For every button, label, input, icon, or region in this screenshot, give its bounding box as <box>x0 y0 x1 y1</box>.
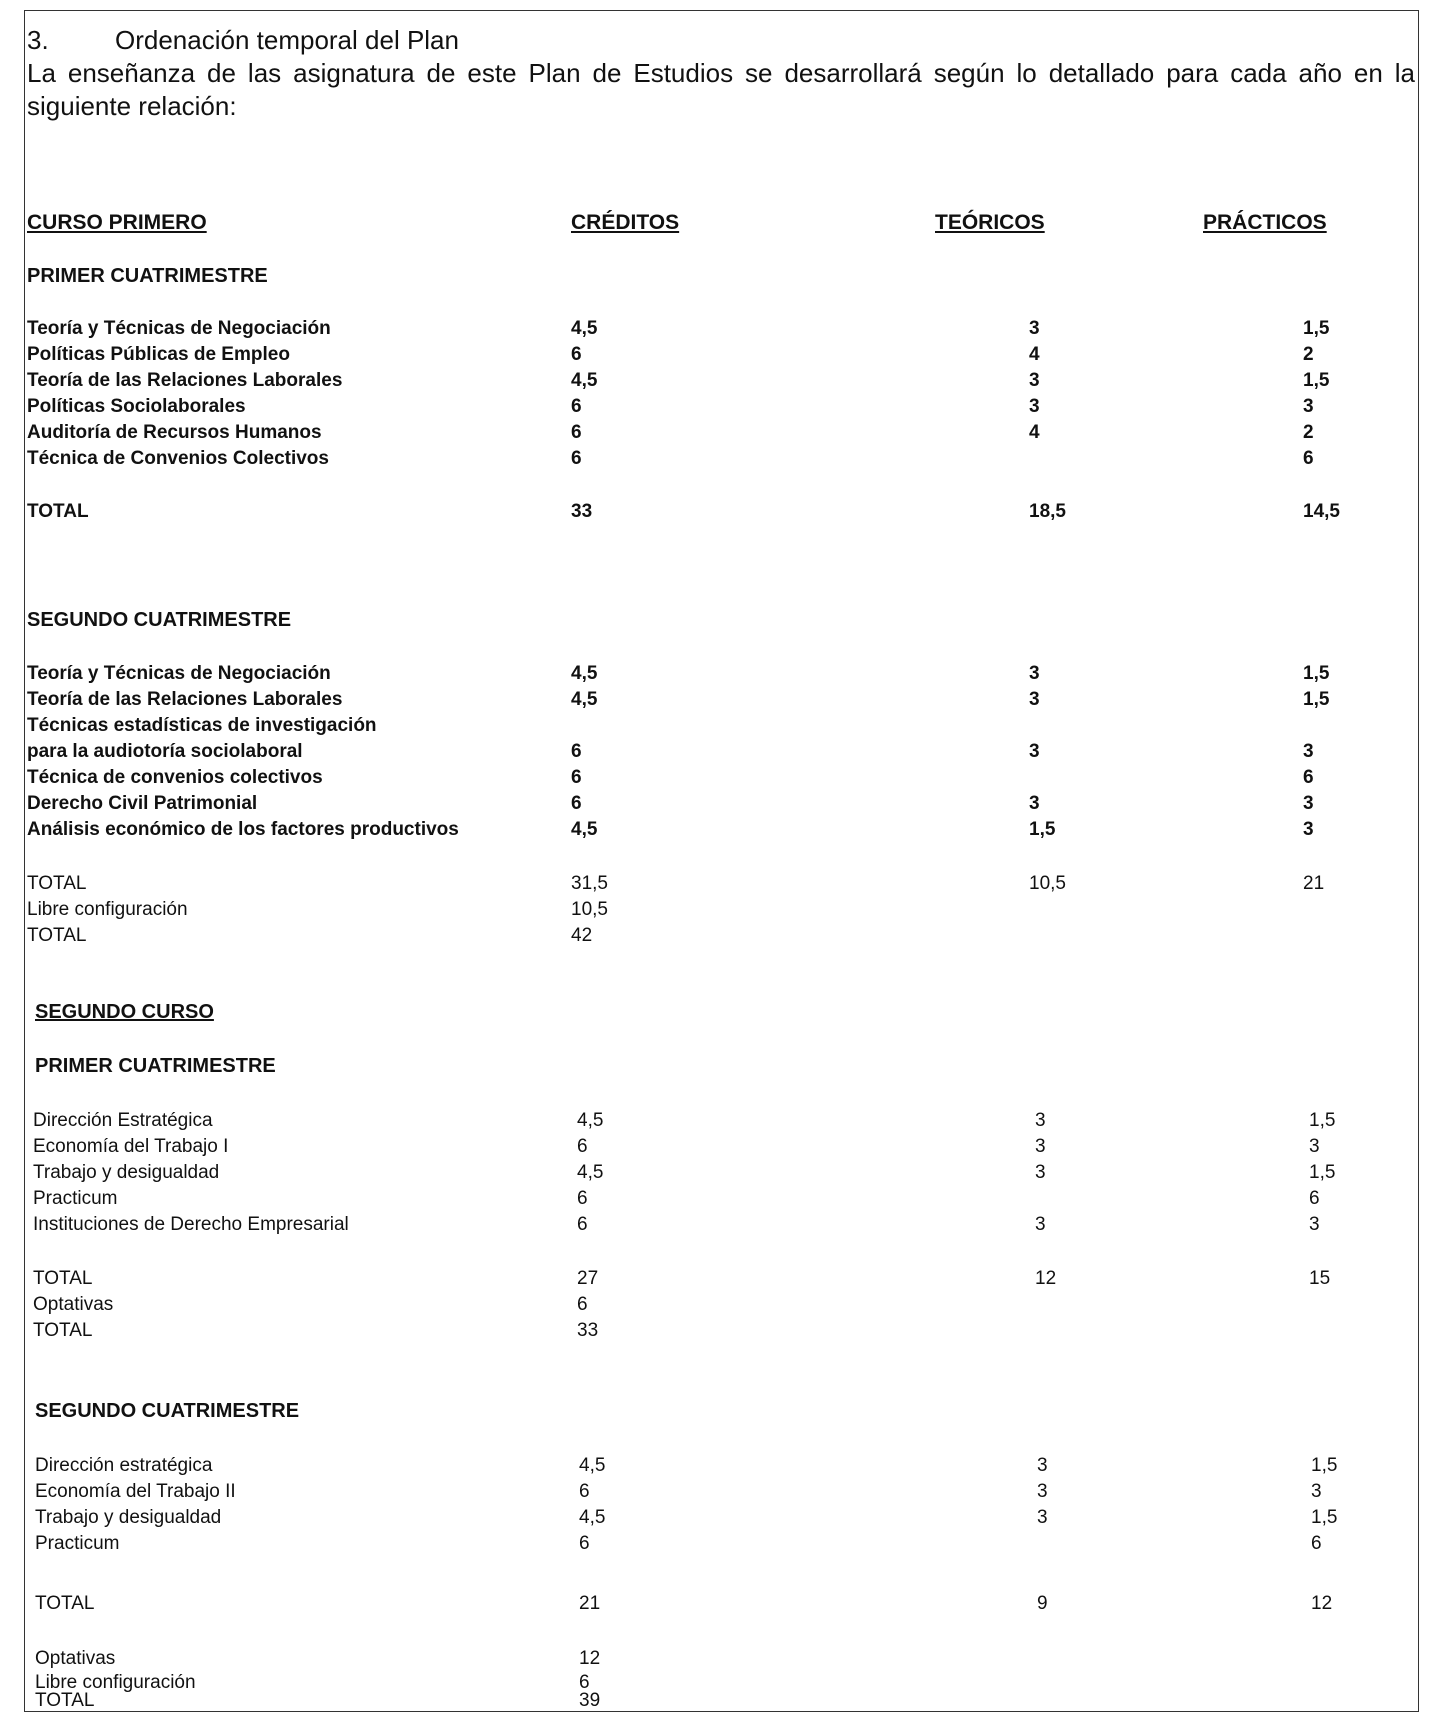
practice-value: 3 <box>1303 741 1314 762</box>
subject-name: Economía del Trabajo I <box>33 1136 229 1157</box>
total-label: Libre configuración <box>27 899 188 920</box>
practice-value: 2 <box>1303 422 1314 443</box>
total-label: Optativas <box>33 1294 114 1315</box>
theory-value: 18,5 <box>1029 501 1066 522</box>
subject-name: Políticas Sociolaborales <box>27 396 246 417</box>
practice-value: 3 <box>1311 1481 1322 1502</box>
practice-value: 12 <box>1311 1593 1333 1614</box>
total-row <box>25 925 1418 951</box>
practice-value: 3 <box>1303 819 1314 840</box>
table-row <box>31 1188 1424 1214</box>
theory-value: 3 <box>1037 1507 1048 1528</box>
credits-value: 4,5 <box>579 1507 606 1528</box>
subject-name: Derecho Civil Patrimonial <box>27 793 258 814</box>
credits-value: 42 <box>571 925 593 946</box>
credits-value: 4,5 <box>579 1455 606 1476</box>
table-row <box>25 793 1418 819</box>
section-heading: SEGUNDO CUATRIMESTRE <box>27 609 292 631</box>
practice-value: 2 <box>1303 344 1314 365</box>
total-label: Libre configuración <box>35 1672 196 1693</box>
credits-value: 6 <box>577 1136 588 1157</box>
practice-value: 1,5 <box>1311 1455 1338 1476</box>
subject-name: Trabajo y desigualdad <box>33 1162 220 1183</box>
table-row <box>33 1507 1426 1533</box>
practice-value: 1,5 <box>1303 370 1330 391</box>
header-creditos: CRÉDITOS <box>571 211 680 234</box>
table-row <box>31 1110 1424 1136</box>
total-row <box>33 1648 1426 1674</box>
theory-value: 3 <box>1037 1455 1048 1476</box>
table-row <box>25 767 1418 793</box>
subject-name: Técnica de Convenios Colectivos <box>27 448 329 469</box>
table-row <box>33 1481 1426 1507</box>
subject-name: Técnicas estadísticas de investigación <box>27 715 377 736</box>
practice-value: 3 <box>1309 1214 1320 1235</box>
table-row <box>31 1162 1424 1188</box>
subject-name: Practicum <box>33 1188 118 1209</box>
header-teoricos: TEÓRICOS <box>935 211 1045 234</box>
section-heading: SEGUNDO CUATRIMESTRE <box>35 1400 300 1422</box>
total-label: Optativas <box>35 1648 116 1669</box>
subject-name: Políticas Públicas de Empleo <box>27 344 290 365</box>
subject-name: Economía del Trabajo II <box>35 1481 236 1502</box>
table-row <box>25 370 1418 396</box>
practice-value: 6 <box>1303 767 1314 788</box>
credits-value: 4,5 <box>571 370 598 391</box>
subject-name: Instituciones de Derecho Empresarial <box>33 1214 349 1235</box>
credits-value: 33 <box>577 1320 599 1341</box>
course-heading: SEGUNDO CURSO <box>35 1001 214 1023</box>
table-row <box>33 1455 1426 1481</box>
practice-value: 6 <box>1309 1188 1320 1209</box>
table-row <box>25 741 1418 767</box>
theory-value: 3 <box>1029 741 1040 762</box>
document-page <box>24 10 1419 1712</box>
practice-value: 15 <box>1309 1268 1331 1289</box>
table-row <box>25 715 1418 741</box>
credits-value: 12 <box>579 1648 601 1669</box>
table-row <box>31 1214 1424 1240</box>
total-row <box>25 873 1418 899</box>
total-row <box>31 1268 1424 1294</box>
credits-value: 39 <box>579 1690 601 1711</box>
credits-value: 6 <box>571 448 582 469</box>
credits-value: 6 <box>571 767 582 788</box>
total-label: TOTAL <box>27 501 89 522</box>
credits-value: 6 <box>577 1188 588 1209</box>
total-row <box>33 1690 1426 1716</box>
total-label: TOTAL <box>27 873 87 894</box>
total-label: TOTAL <box>33 1320 93 1341</box>
table-row <box>25 819 1418 845</box>
credits-value: 6 <box>577 1294 588 1315</box>
total-row <box>31 1320 1424 1346</box>
theory-value: 4 <box>1029 422 1040 443</box>
subject-name: Teoría y Técnicas de Negociación <box>27 663 331 684</box>
table-row <box>33 1533 1426 1559</box>
subject-name: Teoría de las Relaciones Laborales <box>27 689 343 710</box>
table-row <box>25 689 1418 715</box>
credits-value: 4,5 <box>577 1110 604 1131</box>
theory-value: 3 <box>1029 793 1040 814</box>
table-row <box>25 422 1418 448</box>
credits-value: 33 <box>571 501 593 522</box>
table-row <box>25 318 1418 344</box>
credits-value: 6 <box>571 396 582 417</box>
subject-name: Trabajo y desigualdad <box>35 1507 222 1528</box>
column-headers <box>25 211 1418 239</box>
subject-name: Técnica de convenios colectivos <box>27 767 323 788</box>
subject-name: Teoría de las Relaciones Laborales <box>27 370 343 391</box>
credits-value: 6 <box>571 793 582 814</box>
credits-value: 4,5 <box>571 689 598 710</box>
intro-paragraph: La enseñanza de las asignatura de este Plan de Estudios se desarrollará según lo detallado para cada año en la siguiente relación: <box>27 58 1415 121</box>
credits-value: 10,5 <box>571 899 608 920</box>
theory-value: 4 <box>1029 344 1040 365</box>
subject-name: para la audiotoría sociolaboral <box>27 741 303 762</box>
subject-name: Dirección Estratégica <box>33 1110 213 1131</box>
theory-value: 3 <box>1029 370 1040 391</box>
practice-value: 1,5 <box>1311 1507 1338 1528</box>
table-row <box>25 448 1418 474</box>
credits-value: 4,5 <box>577 1162 604 1183</box>
theory-value: 3 <box>1029 663 1040 684</box>
practice-value: 1,5 <box>1309 1110 1336 1131</box>
practice-value: 1,5 <box>1303 318 1330 339</box>
total-label: TOTAL <box>33 1268 93 1289</box>
section-title: Ordenación temporal del Plan <box>115 25 459 55</box>
theory-value: 3 <box>1029 396 1040 417</box>
credits-value: 6 <box>579 1672 590 1693</box>
credits-value: 6 <box>579 1481 590 1502</box>
section-heading: PRIMER CUATRIMESTRE <box>35 1055 276 1077</box>
table-row <box>25 344 1418 370</box>
table-row <box>31 1136 1424 1162</box>
credits-value: 6 <box>571 741 582 762</box>
total-row <box>25 501 1418 527</box>
credits-value: 6 <box>571 344 582 365</box>
section-heading: PRIMER CUATRIMESTRE <box>27 265 268 287</box>
table-row <box>25 663 1418 689</box>
practice-value: 3 <box>1303 396 1314 417</box>
total-label: TOTAL <box>27 925 87 946</box>
practice-value: 3 <box>1303 793 1314 814</box>
subject-name: Dirección estratégica <box>35 1455 213 1476</box>
total-row <box>25 899 1418 925</box>
credits-value: 6 <box>579 1533 590 1554</box>
credits-value: 4,5 <box>571 819 598 840</box>
practice-value: 14,5 <box>1303 501 1340 522</box>
header-practicos: PRÁCTICOS <box>1203 211 1327 234</box>
credits-value: 31,5 <box>571 873 608 894</box>
theory-value: 3 <box>1035 1162 1046 1183</box>
subject-name: Auditoría de Recursos Humanos <box>27 422 322 443</box>
credits-value: 21 <box>579 1593 601 1614</box>
theory-value: 3 <box>1029 689 1040 710</box>
table-row <box>25 396 1418 422</box>
theory-value: 10,5 <box>1029 873 1066 894</box>
practice-value: 1,5 <box>1309 1162 1336 1183</box>
theory-value: 3 <box>1035 1110 1046 1131</box>
total-label: TOTAL <box>35 1593 95 1614</box>
total-row <box>33 1593 1426 1619</box>
theory-value: 3 <box>1035 1214 1046 1235</box>
theory-value: 9 <box>1037 1593 1048 1614</box>
credits-value: 6 <box>571 422 582 443</box>
credits-value: 4,5 <box>571 663 598 684</box>
credits-value: 6 <box>577 1214 588 1235</box>
subject-name: Practicum <box>35 1533 120 1554</box>
theory-value: 3 <box>1035 1136 1046 1157</box>
practice-value: 1,5 <box>1303 689 1330 710</box>
theory-value: 3 <box>1029 318 1040 339</box>
practice-value: 6 <box>1303 448 1314 469</box>
subject-name: Análisis económico de los factores productivos <box>27 819 459 840</box>
theory-value: 3 <box>1037 1481 1048 1502</box>
credits-value: 4,5 <box>571 318 598 339</box>
theory-value: 1,5 <box>1029 819 1056 840</box>
total-label: TOTAL <box>35 1690 95 1711</box>
theory-value: 12 <box>1035 1268 1057 1289</box>
total-row <box>31 1294 1424 1320</box>
section-number: 3. <box>27 25 49 55</box>
practice-value: 3 <box>1309 1136 1320 1157</box>
header-curso-primero: CURSO PRIMERO <box>27 211 207 234</box>
credits-value: 27 <box>577 1268 599 1289</box>
practice-value: 1,5 <box>1303 663 1330 684</box>
subject-name: Teoría y Técnicas de Negociación <box>27 318 331 339</box>
practice-value: 21 <box>1303 873 1325 894</box>
practice-value: 6 <box>1311 1533 1322 1554</box>
